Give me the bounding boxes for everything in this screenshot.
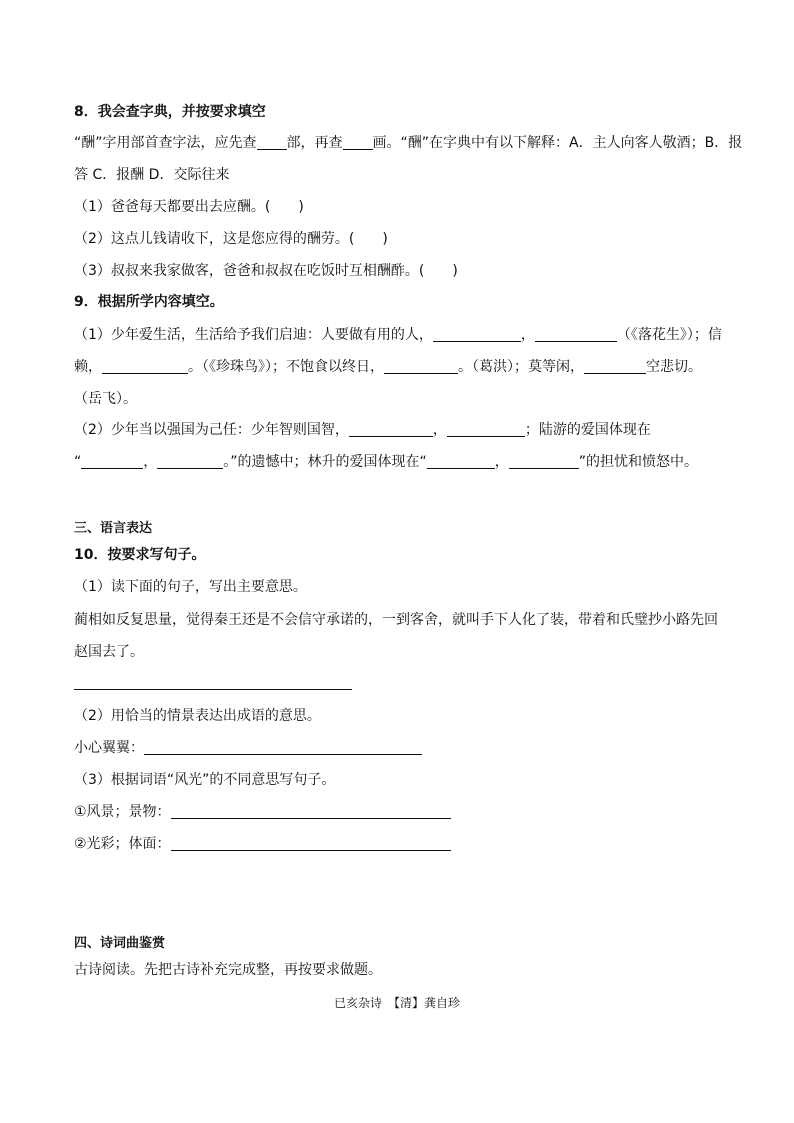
q9-p2-blank-5[interactable] bbox=[427, 454, 495, 469]
q9-p1-text-f: 。（葛洪）；莫等闲， bbox=[458, 359, 584, 375]
q9-p1-text-d: 赖， bbox=[74, 359, 102, 375]
section-4-heading: 四、诗词曲鉴赏 bbox=[74, 936, 166, 951]
q9-part1-line1 bbox=[74, 326, 722, 344]
q10-glory-row bbox=[74, 835, 451, 853]
q8-item-2: （2）这点儿钱请收下，这是您应得的酬劳。( ) bbox=[74, 231, 388, 247]
q9-p1-blank-4[interactable] bbox=[384, 359, 458, 374]
q10-passage-line1: 蔺相如反复思量，觉得秦王还是不会信守承诺的，一到客舍，就叫手下人化了装，带着和氏璧抄小路先回 bbox=[74, 612, 718, 628]
q8-stroke-blank[interactable] bbox=[343, 135, 373, 150]
q8-item-3: （3）叔叔来我家做客，爸爸和叔叔在吃饭时互相酬酢。( ) bbox=[74, 263, 458, 279]
q8-intro bbox=[74, 134, 742, 152]
q9-part1-line2 bbox=[74, 358, 702, 376]
q9-p2-text-a: （2）少年当以强国为己任：少年智则国智， bbox=[74, 422, 349, 438]
q9-p2-text-g: ， bbox=[494, 454, 509, 470]
section-3-heading: 三、语言表达 bbox=[74, 521, 153, 536]
q9-part2-line1 bbox=[74, 421, 651, 439]
q9-p1-blank-5[interactable] bbox=[584, 359, 646, 374]
q10-sub-2: （2）用恰当的情景表达出成语的意思。 bbox=[74, 708, 321, 724]
q10-passage-line2: 赵国去了。 bbox=[74, 644, 144, 660]
q10-glory-label: ②光彩；体面： bbox=[74, 836, 171, 852]
q8-item-1: （1）爸爸每天都要出去应酬。( ) bbox=[74, 199, 304, 215]
q8-intro-a: “酬”字用部首查字法，应先查 bbox=[74, 135, 257, 151]
q9-p2-text-d: “ bbox=[74, 454, 82, 470]
q9-p2-text-e: ， bbox=[143, 454, 158, 470]
q9-p2-blank-1[interactable] bbox=[349, 422, 433, 437]
q9-title: 9．根据所学内容填空。 bbox=[74, 294, 224, 310]
q9-p2-text-f: 。”的遗憾中；林升的爱国体现在“ bbox=[223, 454, 427, 470]
q10-idiom-blank[interactable] bbox=[144, 740, 422, 755]
q8-title: 8．我会查字典，并按要求填空 bbox=[74, 104, 266, 120]
poem-caption: 已亥杂诗 【清】龚自珍 bbox=[333, 996, 460, 1010]
q9-p2-text-h: ”的担忧和愤怒中。 bbox=[578, 454, 699, 470]
q8-radical-blank[interactable] bbox=[257, 135, 287, 150]
q10-scenery-blank[interactable] bbox=[171, 804, 451, 819]
q9-p2-blank-6[interactable] bbox=[509, 454, 579, 469]
q10-scenery-row bbox=[74, 803, 451, 821]
q8-intro-line2: 答 C．报酬 D．交际往来 bbox=[74, 167, 230, 183]
q9-p2-blank-2[interactable] bbox=[447, 422, 525, 437]
q9-part2-line2 bbox=[74, 453, 698, 471]
q10-sub-1: （1）读下面的句子，写出主要意思。 bbox=[74, 579, 307, 595]
q9-p1-text-a: （1）少年爱生活，生活给予我们启迪：人要做有用的人， bbox=[74, 327, 433, 343]
q9-p2-blank-4[interactable] bbox=[157, 454, 223, 469]
section-4-intro: 古诗阅读。先把古诗补充完成整，再按要求做题。 bbox=[74, 962, 382, 978]
q9-p2-text-c: ；陆游的爱国体现在 bbox=[524, 422, 651, 438]
q10-scenery-label: ①风景；景物： bbox=[74, 804, 171, 820]
q10-title: 10．按要求写句子。 bbox=[74, 547, 206, 563]
q9-p1-text-c: （《落花生》）；信 bbox=[616, 327, 722, 343]
q9-p1-text-g: 空悲切。 bbox=[646, 359, 702, 375]
q9-p2-text-b: ， bbox=[432, 422, 447, 438]
q8-intro-c: 画。“酬”在字典中有以下解释：A．主人向客人敬酒；B．报 bbox=[372, 135, 743, 151]
q10-idiom-row bbox=[74, 739, 422, 757]
q9-p1-text-b: ， bbox=[520, 327, 535, 343]
q9-p1-blank-3[interactable] bbox=[102, 359, 188, 374]
q8-intro-b: 部，再查 bbox=[286, 135, 343, 151]
q10-idiom-label: 小心翼翼： bbox=[74, 740, 144, 756]
q9-p1-text-e: 。（《珍珠鸟》）；不饱食以终日， bbox=[188, 359, 384, 375]
q10-glory-blank[interactable] bbox=[171, 836, 451, 851]
q10-answer-line-1[interactable] bbox=[74, 689, 352, 690]
q9-p1-blank-2[interactable] bbox=[535, 327, 617, 342]
q10-sub-3: （3）根据词语“风光”的不同意思写句子。 bbox=[74, 772, 336, 788]
q9-p1-text-h: （岳飞）。 bbox=[74, 391, 137, 407]
q9-p1-blank-1[interactable] bbox=[433, 327, 521, 342]
q9-p2-blank-3[interactable] bbox=[81, 454, 143, 469]
